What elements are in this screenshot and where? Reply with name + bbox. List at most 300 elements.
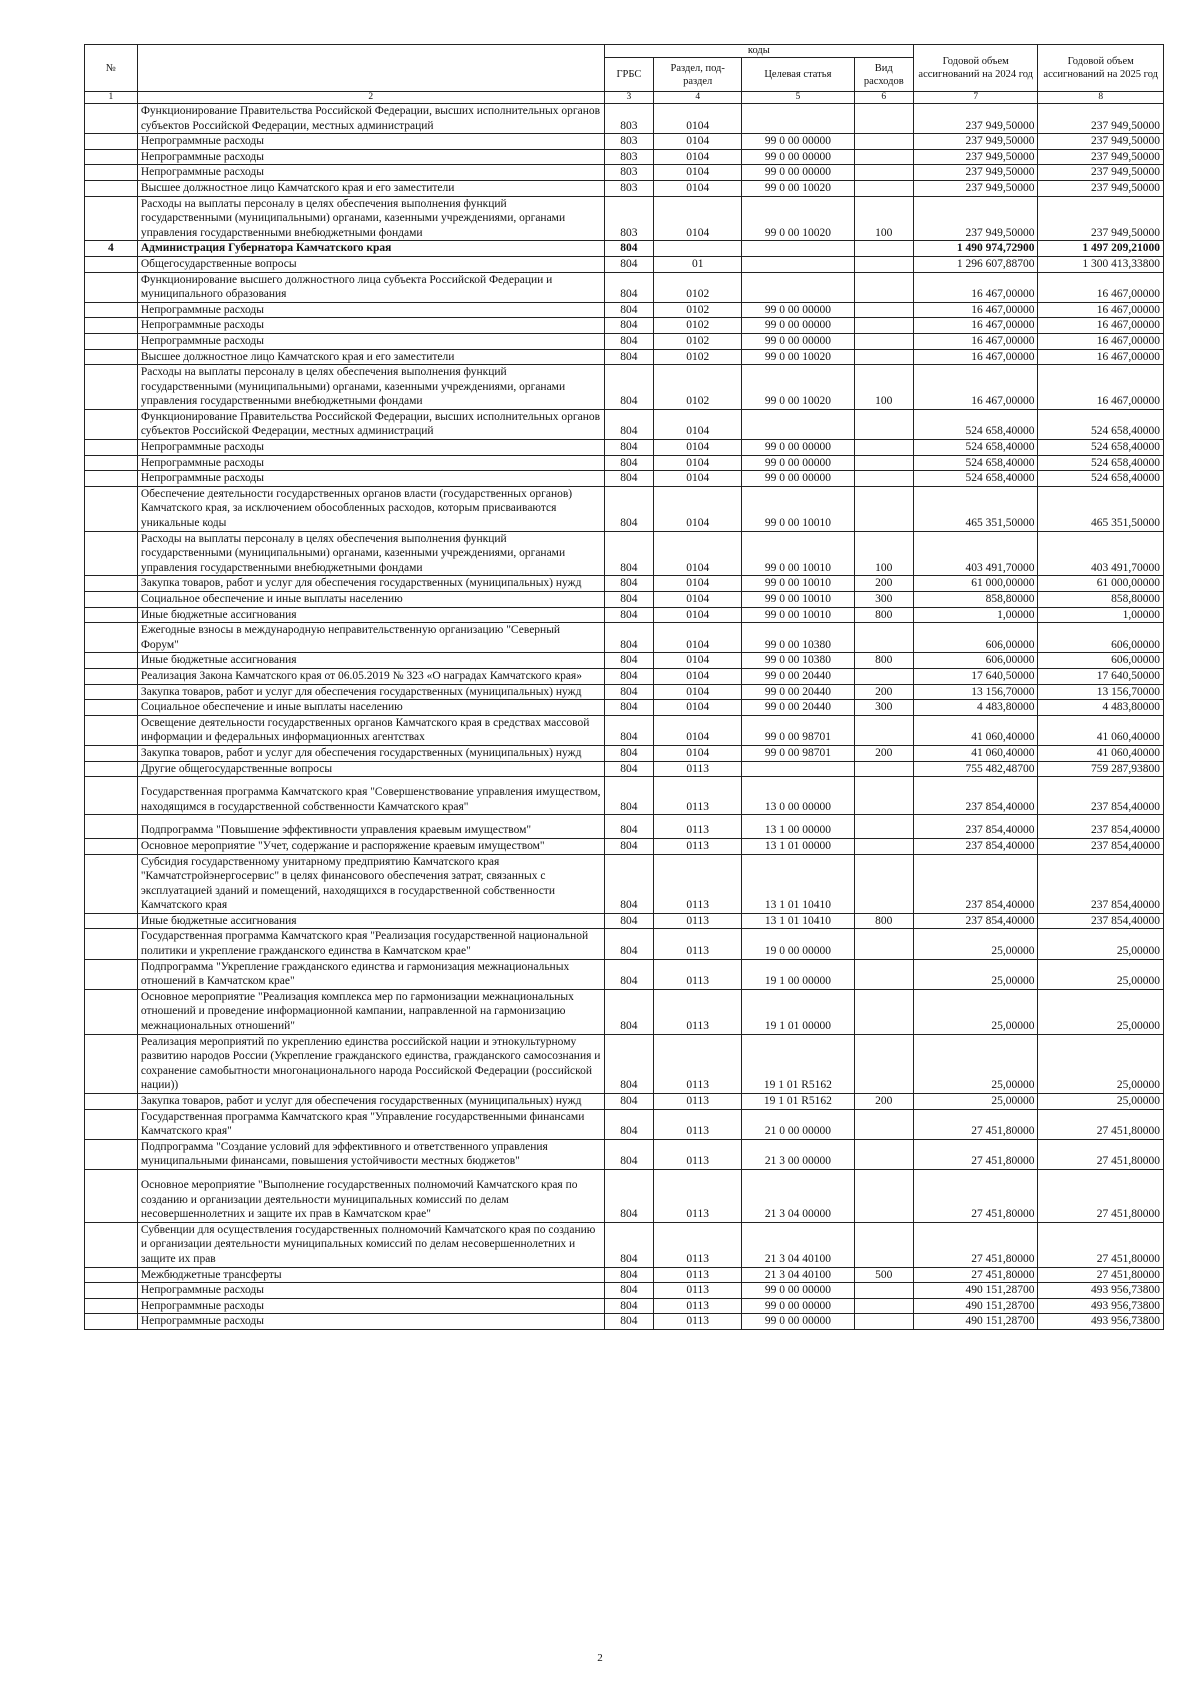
row-name: Подпрограмма "Повышение эффективности управления краевым имуществом" bbox=[137, 815, 604, 839]
row-expense-type: 300 bbox=[854, 592, 914, 608]
colnum: 5 bbox=[742, 92, 854, 104]
row-expense-type bbox=[854, 929, 914, 959]
row-amount-2024: 16 467,00000 bbox=[914, 333, 1038, 349]
row-name: Непрограммные расходы bbox=[137, 302, 604, 318]
row-amount-2024: 237 854,40000 bbox=[914, 815, 1038, 839]
table-row bbox=[85, 149, 1164, 165]
row-amount-2024: 25,00000 bbox=[914, 959, 1038, 989]
row-grbs: 804 bbox=[604, 471, 654, 487]
row-amount-2025: 493 956,73800 bbox=[1038, 1283, 1164, 1299]
row-name: Расходы на выплаты персоналу в целях обеспечения выполнения функций государственными (муниципальными) органами, казенными учреждениями, органами управления государственными внебюджетными фондами bbox=[137, 365, 604, 410]
row-grbs: 804 bbox=[604, 607, 654, 623]
row-razdel: 0104 bbox=[654, 623, 742, 653]
table-row bbox=[85, 1169, 1164, 1222]
row-number bbox=[85, 440, 138, 456]
row-grbs: 804 bbox=[604, 1298, 654, 1314]
row-razdel: 0104 bbox=[654, 409, 742, 439]
row-target-article: 99 0 00 00000 bbox=[742, 333, 854, 349]
table-row bbox=[85, 854, 1164, 913]
row-number bbox=[85, 149, 138, 165]
row-target-article: 99 0 00 10020 bbox=[742, 349, 854, 365]
row-razdel: 0104 bbox=[654, 440, 742, 456]
row-number bbox=[85, 700, 138, 716]
row-amount-2025: 27 451,80000 bbox=[1038, 1109, 1164, 1139]
row-amount-2024: 16 467,00000 bbox=[914, 349, 1038, 365]
row-number bbox=[85, 1267, 138, 1283]
row-target-article bbox=[742, 256, 854, 272]
row-target-article: 99 0 00 00000 bbox=[742, 455, 854, 471]
row-razdel: 0113 bbox=[654, 761, 742, 777]
table-row bbox=[85, 989, 1164, 1034]
row-target-article: 99 0 00 00000 bbox=[742, 1298, 854, 1314]
row-grbs: 804 bbox=[604, 1222, 654, 1267]
row-name: Высшее должностное лицо Камчатского края и его заместители bbox=[137, 349, 604, 365]
row-expense-type bbox=[854, 349, 914, 365]
row-razdel: 0104 bbox=[654, 486, 742, 531]
row-amount-2024: 237 854,40000 bbox=[914, 854, 1038, 913]
row-number bbox=[85, 1283, 138, 1299]
table-row bbox=[85, 607, 1164, 623]
row-amount-2025: 16 467,00000 bbox=[1038, 333, 1164, 349]
row-amount-2025: 4 483,80000 bbox=[1038, 700, 1164, 716]
row-expense-type bbox=[854, 815, 914, 839]
row-name: Функционирование Правительства Российской Федерации, высших исполнительных органов субъектов Российской Федерации, местных администраций bbox=[137, 409, 604, 439]
row-amount-2025: 16 467,00000 bbox=[1038, 302, 1164, 318]
row-target-article: 19 1 01 00000 bbox=[742, 989, 854, 1034]
row-amount-2025: 606,00000 bbox=[1038, 623, 1164, 653]
row-grbs: 803 bbox=[604, 180, 654, 196]
row-amount-2025: 237 949,50000 bbox=[1038, 104, 1164, 134]
row-target-article: 99 0 00 98701 bbox=[742, 745, 854, 761]
row-number bbox=[85, 623, 138, 653]
row-expense-type: 800 bbox=[854, 913, 914, 929]
row-amount-2025: 25,00000 bbox=[1038, 989, 1164, 1034]
row-number bbox=[85, 854, 138, 913]
row-grbs: 804 bbox=[604, 409, 654, 439]
row-number bbox=[85, 409, 138, 439]
row-amount-2024: 25,00000 bbox=[914, 989, 1038, 1034]
row-target-article bbox=[742, 409, 854, 439]
row-name: Непрограммные расходы bbox=[137, 440, 604, 456]
table-body bbox=[85, 104, 1164, 1330]
table-row bbox=[85, 349, 1164, 365]
row-name: Освещение деятельности государственных органов Камчатского края в средствах массовой информации и федеральных информационных агентствах bbox=[137, 715, 604, 745]
row-amount-2025: 403 491,70000 bbox=[1038, 531, 1164, 576]
header-codes: коды bbox=[604, 45, 913, 58]
row-name: Функционирование Правительства Российской Федерации, высших исполнительных органов субъектов Российской Федерации, местных администраций bbox=[137, 104, 604, 134]
row-razdel bbox=[654, 241, 742, 257]
row-grbs: 804 bbox=[604, 959, 654, 989]
row-razdel: 0104 bbox=[654, 653, 742, 669]
row-amount-2024: 25,00000 bbox=[914, 929, 1038, 959]
table-row bbox=[85, 256, 1164, 272]
row-name: Реализация Закона Камчатского края от 06.05.2019 № 323 «О наградах Камчатского края» bbox=[137, 668, 604, 684]
row-grbs: 804 bbox=[604, 318, 654, 334]
row-name: Субвенции для осуществления государственных полномочий Камчатского края по созданию и организации деятельности муниципальных комиссий по делам несовершеннолетних и защите их прав bbox=[137, 1222, 604, 1267]
row-grbs: 804 bbox=[604, 349, 654, 365]
row-amount-2024: 27 451,80000 bbox=[914, 1169, 1038, 1222]
table-row bbox=[85, 653, 1164, 669]
row-razdel: 0113 bbox=[654, 913, 742, 929]
row-grbs: 804 bbox=[604, 1094, 654, 1110]
row-name: Основное мероприятие "Выполнение государственных полномочий Камчатского края по созданию и организации деятельности муниципальных комиссий по делам несовершеннолетних и защите их прав в Камчатском крае" bbox=[137, 1169, 604, 1222]
row-expense-type bbox=[854, 455, 914, 471]
row-amount-2024: 25,00000 bbox=[914, 1034, 1038, 1093]
row-expense-type: 100 bbox=[854, 365, 914, 410]
row-expense-type bbox=[854, 486, 914, 531]
row-razdel: 0113 bbox=[654, 1283, 742, 1299]
row-razdel: 0113 bbox=[654, 777, 742, 815]
row-number bbox=[85, 318, 138, 334]
row-target-article: 13 1 01 00000 bbox=[742, 838, 854, 854]
row-grbs: 803 bbox=[604, 149, 654, 165]
row-number bbox=[85, 929, 138, 959]
row-razdel: 0113 bbox=[654, 959, 742, 989]
row-name: Государственная программа Камчатского края "Управление государственными финансами Камчатского края" bbox=[137, 1109, 604, 1139]
row-grbs: 804 bbox=[604, 761, 654, 777]
row-razdel: 0104 bbox=[654, 668, 742, 684]
table-header bbox=[85, 45, 1164, 104]
row-amount-2025: 1,00000 bbox=[1038, 607, 1164, 623]
row-expense-type: 200 bbox=[854, 745, 914, 761]
row-number bbox=[85, 607, 138, 623]
row-grbs: 804 bbox=[604, 913, 654, 929]
row-razdel: 0113 bbox=[654, 1109, 742, 1139]
row-razdel: 0104 bbox=[654, 576, 742, 592]
row-name: Другие общегосударственные вопросы bbox=[137, 761, 604, 777]
row-name: Закупка товаров, работ и услуг для обеспечения государственных (муниципальных) нужд bbox=[137, 1094, 604, 1110]
table-row bbox=[85, 409, 1164, 439]
row-amount-2024: 27 451,80000 bbox=[914, 1109, 1038, 1139]
row-amount-2025: 237 949,50000 bbox=[1038, 180, 1164, 196]
row-name: Администрация Губернатора Камчатского края bbox=[137, 241, 604, 257]
header-2024: Годовой объем ассигнований на 2024 год bbox=[914, 45, 1038, 92]
row-amount-2024: 403 491,70000 bbox=[914, 531, 1038, 576]
row-target-article: 13 1 01 10410 bbox=[742, 854, 854, 913]
row-razdel: 0104 bbox=[654, 700, 742, 716]
row-target-article: 99 0 00 00000 bbox=[742, 440, 854, 456]
row-amount-2025: 237 949,50000 bbox=[1038, 196, 1164, 241]
colnum: 8 bbox=[1038, 92, 1164, 104]
row-name: Непрограммные расходы bbox=[137, 318, 604, 334]
row-amount-2024: 237 949,50000 bbox=[914, 196, 1038, 241]
row-razdel: 0104 bbox=[654, 607, 742, 623]
row-expense-type: 100 bbox=[854, 196, 914, 241]
row-grbs: 803 bbox=[604, 134, 654, 150]
row-target-article: 99 0 00 10010 bbox=[742, 607, 854, 623]
row-name: Реализация мероприятий по укреплению единства российской нации и этнокультурному развитию народов России (Укрепление гражданского единства, гражданского самосознания и сохранение самобытности многонационального народа Российской Федерации (российской нации)) bbox=[137, 1034, 604, 1093]
row-name: Непрограммные расходы bbox=[137, 471, 604, 487]
row-name: Социальное обеспечение и иные выплаты населению bbox=[137, 700, 604, 716]
row-amount-2025: 16 467,00000 bbox=[1038, 349, 1164, 365]
row-grbs: 804 bbox=[604, 715, 654, 745]
row-expense-type bbox=[854, 668, 914, 684]
row-expense-type bbox=[854, 302, 914, 318]
row-expense-type bbox=[854, 1222, 914, 1267]
row-grbs: 804 bbox=[604, 486, 654, 531]
colnum: 3 bbox=[604, 92, 654, 104]
row-number bbox=[85, 104, 138, 134]
row-expense-type bbox=[854, 854, 914, 913]
row-amount-2024: 16 467,00000 bbox=[914, 318, 1038, 334]
row-target-article: 99 0 00 00000 bbox=[742, 471, 854, 487]
row-name: Непрограммные расходы bbox=[137, 455, 604, 471]
row-expense-type bbox=[854, 1109, 914, 1139]
row-target-article bbox=[742, 761, 854, 777]
row-grbs: 803 bbox=[604, 104, 654, 134]
row-amount-2025: 237 854,40000 bbox=[1038, 913, 1164, 929]
header-razdel: Раздел, под-раздел bbox=[654, 58, 742, 92]
table-row bbox=[85, 1298, 1164, 1314]
row-number bbox=[85, 1222, 138, 1267]
row-expense-type bbox=[854, 134, 914, 150]
table-row bbox=[85, 623, 1164, 653]
row-amount-2024: 16 467,00000 bbox=[914, 302, 1038, 318]
row-amount-2024: 1 490 974,72900 bbox=[914, 241, 1038, 257]
row-razdel: 0113 bbox=[654, 854, 742, 913]
row-amount-2025: 237 949,50000 bbox=[1038, 134, 1164, 150]
row-name: Иные бюджетные ассигнования bbox=[137, 913, 604, 929]
row-grbs: 804 bbox=[604, 1139, 654, 1169]
table-row bbox=[85, 684, 1164, 700]
row-amount-2024: 16 467,00000 bbox=[914, 272, 1038, 302]
row-name: Непрограммные расходы bbox=[137, 1314, 604, 1330]
row-razdel: 0104 bbox=[654, 165, 742, 181]
row-grbs: 804 bbox=[604, 684, 654, 700]
row-grbs: 804 bbox=[604, 241, 654, 257]
row-grbs: 804 bbox=[604, 668, 654, 684]
row-razdel: 0113 bbox=[654, 1034, 742, 1093]
table-row bbox=[85, 913, 1164, 929]
row-amount-2024: 524 658,40000 bbox=[914, 409, 1038, 439]
row-razdel: 0113 bbox=[654, 1314, 742, 1330]
row-razdel: 0104 bbox=[654, 455, 742, 471]
row-expense-type: 300 bbox=[854, 700, 914, 716]
row-expense-type bbox=[854, 471, 914, 487]
colnum: 6 bbox=[854, 92, 914, 104]
row-name: Общегосударственные вопросы bbox=[137, 256, 604, 272]
row-number bbox=[85, 349, 138, 365]
colnum: 4 bbox=[654, 92, 742, 104]
row-target-article: 99 0 00 10380 bbox=[742, 653, 854, 669]
table-row bbox=[85, 333, 1164, 349]
row-target-article: 99 0 00 20440 bbox=[742, 668, 854, 684]
row-number bbox=[85, 761, 138, 777]
row-amount-2025: 858,80000 bbox=[1038, 592, 1164, 608]
row-target-article: 21 3 00 00000 bbox=[742, 1139, 854, 1169]
budget-sheet bbox=[84, 44, 1164, 1330]
row-target-article: 99 0 00 10020 bbox=[742, 365, 854, 410]
row-razdel: 0113 bbox=[654, 838, 742, 854]
row-name: Социальное обеспечение и иные выплаты населению bbox=[137, 592, 604, 608]
table-row bbox=[85, 165, 1164, 181]
row-number bbox=[85, 653, 138, 669]
row-name: Государственная программа Камчатского края "Совершенствование управления имуществом, находящимся в государственной собственности Камчатского края" bbox=[137, 777, 604, 815]
row-number bbox=[85, 455, 138, 471]
row-amount-2024: 1,00000 bbox=[914, 607, 1038, 623]
row-target-article: 99 0 00 00000 bbox=[742, 149, 854, 165]
row-number bbox=[85, 333, 138, 349]
row-name: Расходы на выплаты персоналу в целях обеспечения выполнения функций государственными (муниципальными) органами, казенными учреждениями, органами управления государственными внебюджетными фондами bbox=[137, 531, 604, 576]
row-amount-2025: 493 956,73800 bbox=[1038, 1298, 1164, 1314]
table-row bbox=[85, 592, 1164, 608]
row-amount-2025: 1 497 209,21000 bbox=[1038, 241, 1164, 257]
row-number bbox=[85, 576, 138, 592]
row-target-article: 99 0 00 10020 bbox=[742, 180, 854, 196]
row-razdel: 0104 bbox=[654, 715, 742, 745]
row-razdel: 0104 bbox=[654, 684, 742, 700]
table-row bbox=[85, 1222, 1164, 1267]
row-grbs: 804 bbox=[604, 854, 654, 913]
table-row bbox=[85, 531, 1164, 576]
row-amount-2025: 524 658,40000 bbox=[1038, 440, 1164, 456]
row-number: 4 bbox=[85, 241, 138, 257]
row-expense-type: 500 bbox=[854, 1267, 914, 1283]
row-amount-2024: 27 451,80000 bbox=[914, 1139, 1038, 1169]
row-grbs: 804 bbox=[604, 455, 654, 471]
row-number bbox=[85, 913, 138, 929]
row-razdel: 0102 bbox=[654, 272, 742, 302]
row-number bbox=[85, 668, 138, 684]
row-target-article: 19 1 01 R5162 bbox=[742, 1034, 854, 1093]
row-number bbox=[85, 365, 138, 410]
table-row bbox=[85, 1283, 1164, 1299]
row-number bbox=[85, 1139, 138, 1169]
row-target-article: 99 0 00 00000 bbox=[742, 318, 854, 334]
row-number bbox=[85, 815, 138, 839]
row-grbs: 804 bbox=[604, 440, 654, 456]
row-name: Непрограммные расходы bbox=[137, 1298, 604, 1314]
row-amount-2025: 61 000,00000 bbox=[1038, 576, 1164, 592]
row-target-article: 19 0 00 00000 bbox=[742, 929, 854, 959]
row-amount-2024: 490 151,28700 bbox=[914, 1298, 1038, 1314]
row-amount-2025: 606,00000 bbox=[1038, 653, 1164, 669]
row-amount-2025: 465 351,50000 bbox=[1038, 486, 1164, 531]
row-number bbox=[85, 1109, 138, 1139]
row-amount-2024: 490 151,28700 bbox=[914, 1314, 1038, 1330]
row-amount-2024: 524 658,40000 bbox=[914, 455, 1038, 471]
row-expense-type bbox=[854, 1283, 914, 1299]
row-name: Субсидия государственному унитарному предприятию Камчатского края "Камчатстройэнергосервис" в целях финансового обеспечения затрат, связанных с эксплуатацией зданий и помещений, находящихся в государственной собственности Камчатского края bbox=[137, 854, 604, 913]
row-name: Высшее должностное лицо Камчатского края и его заместители bbox=[137, 180, 604, 196]
row-grbs: 804 bbox=[604, 592, 654, 608]
row-amount-2024: 17 640,50000 bbox=[914, 668, 1038, 684]
row-grbs: 804 bbox=[604, 989, 654, 1034]
row-amount-2025: 17 640,50000 bbox=[1038, 668, 1164, 684]
row-name: Иные бюджетные ассигнования bbox=[137, 607, 604, 623]
row-expense-type bbox=[854, 180, 914, 196]
row-number bbox=[85, 959, 138, 989]
row-target-article: 99 0 00 00000 bbox=[742, 1314, 854, 1330]
row-name: Межбюджетные трансферты bbox=[137, 1267, 604, 1283]
table-row bbox=[85, 241, 1164, 257]
row-amount-2025: 524 658,40000 bbox=[1038, 455, 1164, 471]
row-razdel: 0102 bbox=[654, 318, 742, 334]
row-razdel: 0113 bbox=[654, 1094, 742, 1110]
row-target-article: 99 0 00 10010 bbox=[742, 576, 854, 592]
row-name: Непрограммные расходы bbox=[137, 149, 604, 165]
row-number bbox=[85, 1094, 138, 1110]
row-razdel: 0104 bbox=[654, 180, 742, 196]
header-grbs: ГРБС bbox=[604, 58, 654, 92]
row-target-article: 99 0 00 10380 bbox=[742, 623, 854, 653]
row-razdel: 0104 bbox=[654, 531, 742, 576]
table-row bbox=[85, 180, 1164, 196]
row-target-article: 99 0 00 20440 bbox=[742, 684, 854, 700]
row-name: Закупка товаров, работ и услуг для обеспечения государственных (муниципальных) нужд bbox=[137, 684, 604, 700]
header-name bbox=[137, 45, 604, 92]
row-target-article: 99 0 00 10010 bbox=[742, 531, 854, 576]
row-grbs: 804 bbox=[604, 576, 654, 592]
row-expense-type bbox=[854, 1314, 914, 1330]
row-target-article: 99 0 00 10010 bbox=[742, 592, 854, 608]
table-row bbox=[85, 576, 1164, 592]
row-number bbox=[85, 180, 138, 196]
row-amount-2024: 41 060,40000 bbox=[914, 715, 1038, 745]
row-grbs: 804 bbox=[604, 745, 654, 761]
row-expense-type bbox=[854, 1139, 914, 1169]
row-name: Подпрограмма "Создание условий для эффективного и ответственного управления муниципальными финансами, повышения устойчивости местных бюджетов" bbox=[137, 1139, 604, 1169]
table-row bbox=[85, 302, 1164, 318]
row-amount-2024: 237 854,40000 bbox=[914, 838, 1038, 854]
row-name: Закупка товаров, работ и услуг для обеспечения государственных (муниципальных) нужд bbox=[137, 745, 604, 761]
row-grbs: 804 bbox=[604, 1109, 654, 1139]
row-number bbox=[85, 1314, 138, 1330]
row-expense-type bbox=[854, 1034, 914, 1093]
row-number bbox=[85, 1298, 138, 1314]
row-expense-type bbox=[854, 104, 914, 134]
table-row bbox=[85, 486, 1164, 531]
row-amount-2024: 858,80000 bbox=[914, 592, 1038, 608]
row-expense-type bbox=[854, 777, 914, 815]
table-row bbox=[85, 700, 1164, 716]
row-amount-2024: 237 949,50000 bbox=[914, 180, 1038, 196]
table-row bbox=[85, 1094, 1164, 1110]
row-name: Непрограммные расходы bbox=[137, 134, 604, 150]
row-razdel: 0113 bbox=[654, 929, 742, 959]
row-expense-type bbox=[854, 333, 914, 349]
row-amount-2024: 1 296 607,88700 bbox=[914, 256, 1038, 272]
table-row bbox=[85, 761, 1164, 777]
row-name: Непрограммные расходы bbox=[137, 165, 604, 181]
row-expense-type: 100 bbox=[854, 531, 914, 576]
table-row bbox=[85, 668, 1164, 684]
row-amount-2025: 41 060,40000 bbox=[1038, 745, 1164, 761]
table-row bbox=[85, 777, 1164, 815]
row-expense-type: 200 bbox=[854, 1094, 914, 1110]
row-grbs: 804 bbox=[604, 929, 654, 959]
table-row bbox=[85, 196, 1164, 241]
row-grbs: 804 bbox=[604, 531, 654, 576]
row-amount-2024: 25,00000 bbox=[914, 1094, 1038, 1110]
row-name: Основное мероприятие "Реализация комплекса мер по гармонизации межнациональных отношений и проведение информационной кампании, направленной на гармонизацию межнациональных отношений" bbox=[137, 989, 604, 1034]
row-expense-type bbox=[854, 989, 914, 1034]
header-vid: Вид расходов bbox=[854, 58, 914, 92]
row-amount-2024: 237 854,40000 bbox=[914, 777, 1038, 815]
row-expense-type bbox=[854, 761, 914, 777]
row-amount-2024: 237 949,50000 bbox=[914, 134, 1038, 150]
row-razdel: 0104 bbox=[654, 592, 742, 608]
row-expense-type bbox=[854, 256, 914, 272]
row-amount-2025: 237 854,40000 bbox=[1038, 838, 1164, 854]
header-2025: Годовой объем ассигнований на 2025 год bbox=[1038, 45, 1164, 92]
row-amount-2024: 524 658,40000 bbox=[914, 471, 1038, 487]
header-num: № bbox=[85, 45, 138, 92]
row-number bbox=[85, 302, 138, 318]
row-expense-type: 200 bbox=[854, 576, 914, 592]
column-numbers-row bbox=[85, 92, 1164, 104]
row-number bbox=[85, 134, 138, 150]
